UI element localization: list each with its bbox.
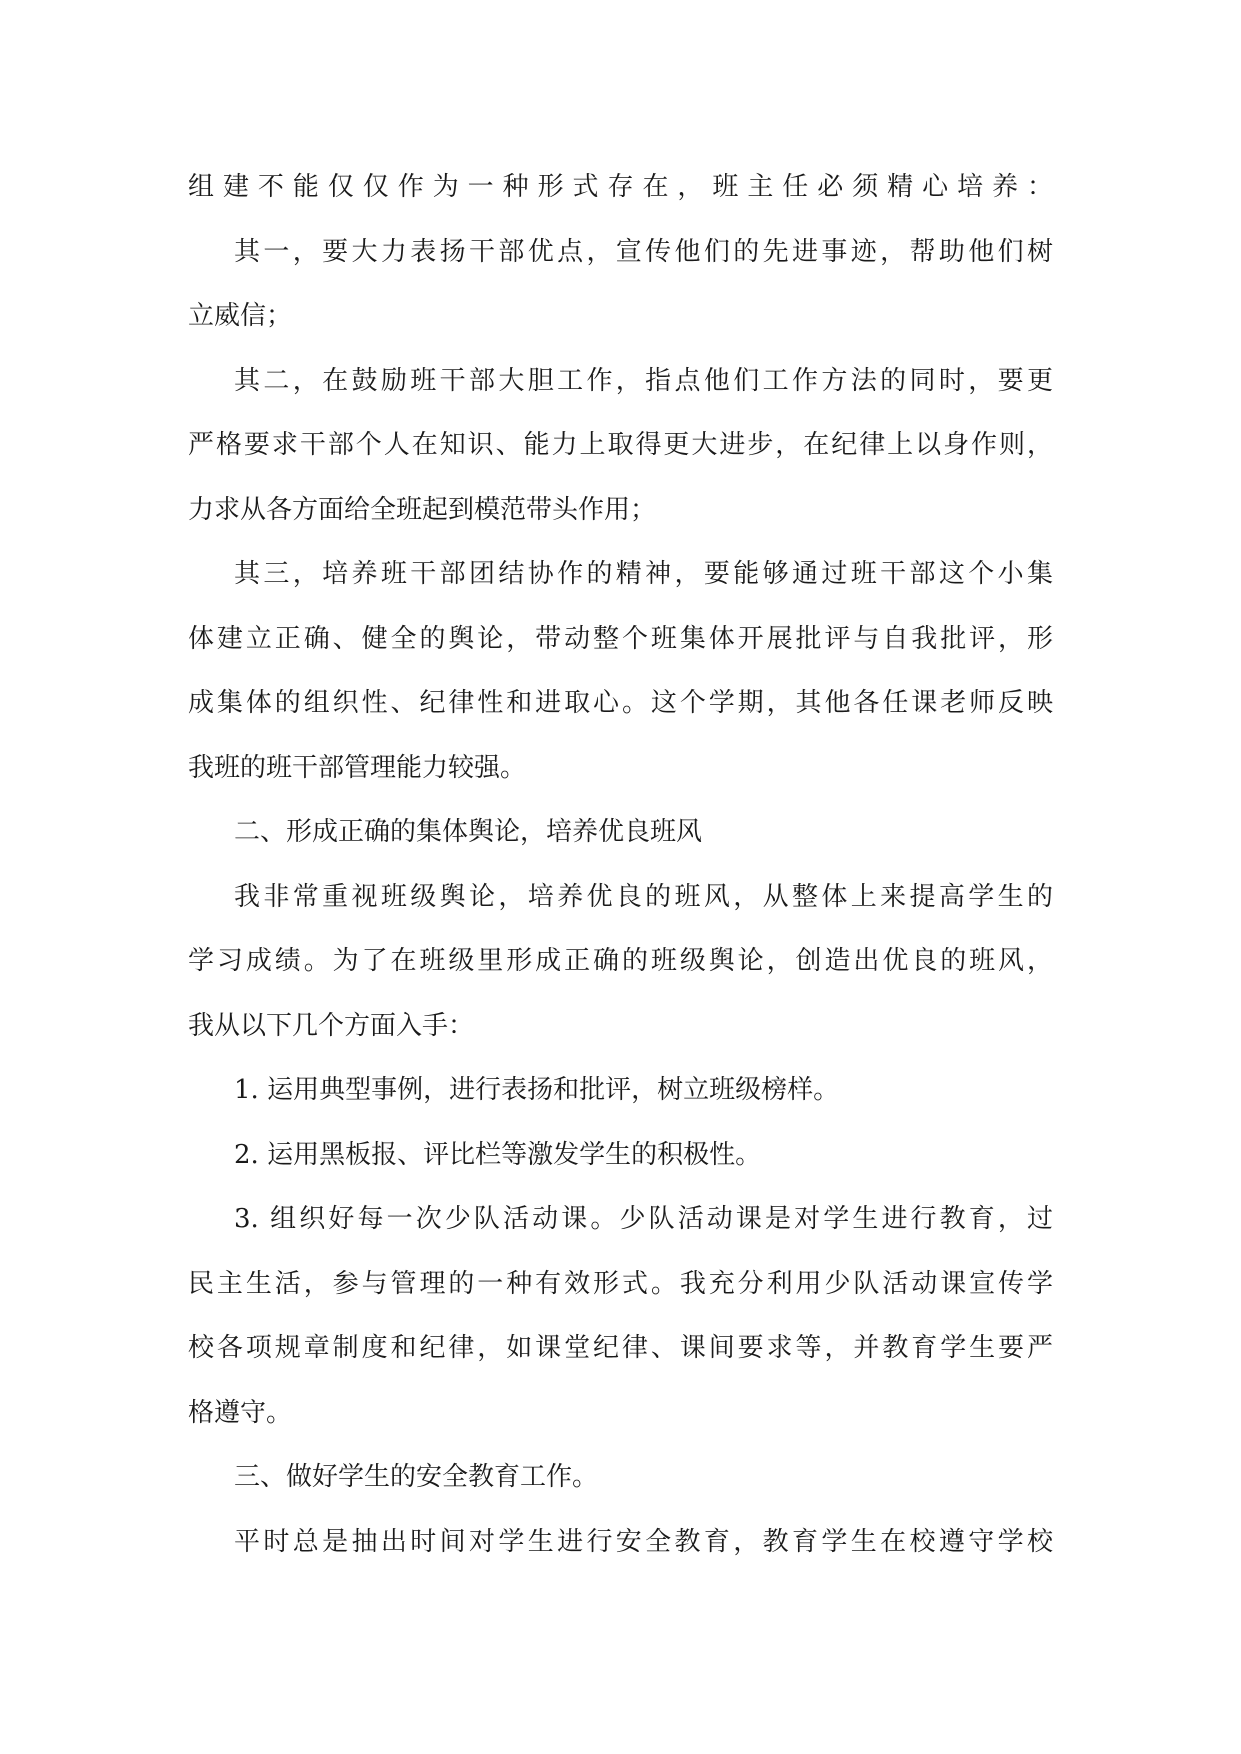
list-item: 3. 组织好每一次少队活动课。少队活动课是对学生进行教育，过 — [234, 1204, 1053, 1234]
text-line: 校各项规章制度和纪律，如课堂纪律、课间要求等，并教育学生要严 — [188, 1333, 1053, 1363]
document-body — [188, 155, 1053, 1574]
section-heading: 三、做好学生的安全教育工作。 — [234, 1462, 599, 1492]
text-line: 学习成绩。为了在班级里形成正确的班级舆论，创造出优良的班风， — [188, 946, 1053, 976]
text-line: 其三，培养班干部团结协作的精神，要能够通过班干部这个小集 — [234, 559, 1053, 589]
text-line: 力求从各方面给全班起到模范带头作用； — [188, 494, 657, 525]
text-line: 严格要求干部个人在知识、能力上取得更大进步，在纪律上以身作则， — [188, 430, 1053, 460]
text-line: 我从以下几个方面入手： — [188, 1010, 475, 1041]
text-line: 民主生活，参与管理的一种有效形式。我充分利用少队活动课宣传学 — [188, 1268, 1053, 1299]
text-line: 立威信； — [188, 301, 293, 331]
text-line: 其二，在鼓励班干部大胆工作，指点他们工作方法的同时，要更 — [234, 365, 1053, 396]
list-item: 1. 运用典型事例，进行表扬和批评，树立班级榜样。 — [234, 1075, 840, 1105]
text-line: 组建不能仅仅作为一种形式存在，班主任必须精心培养： — [188, 172, 1053, 202]
text-line: 体建立正确、健全的舆论，带动整个班集体开展批评与自我批评，形 — [188, 623, 1053, 654]
text-line: 其一，要大力表扬干部优点，宣传他们的先进事迹，帮助他们树 — [234, 236, 1053, 267]
text-line: 成集体的组织性、纪律性和进取心。这个学期，其他各任课老师反映 — [188, 688, 1053, 718]
text-line: 平时总是抽出时间对学生进行安全教育，教育学生在校遵守学校 — [234, 1526, 1053, 1557]
text-line: 格遵守。 — [188, 1397, 293, 1428]
section-heading: 二、形成正确的集体舆论，培养优良班风 — [234, 817, 703, 847]
list-item: 2. 运用黑板报、评比栏等激发学生的积极性。 — [234, 1139, 762, 1170]
text-line: 我班的班干部管理能力较强。 — [188, 752, 527, 783]
text-line: 我非常重视班级舆论，培养优良的班风，从整体上来提高学生的 — [234, 881, 1053, 912]
